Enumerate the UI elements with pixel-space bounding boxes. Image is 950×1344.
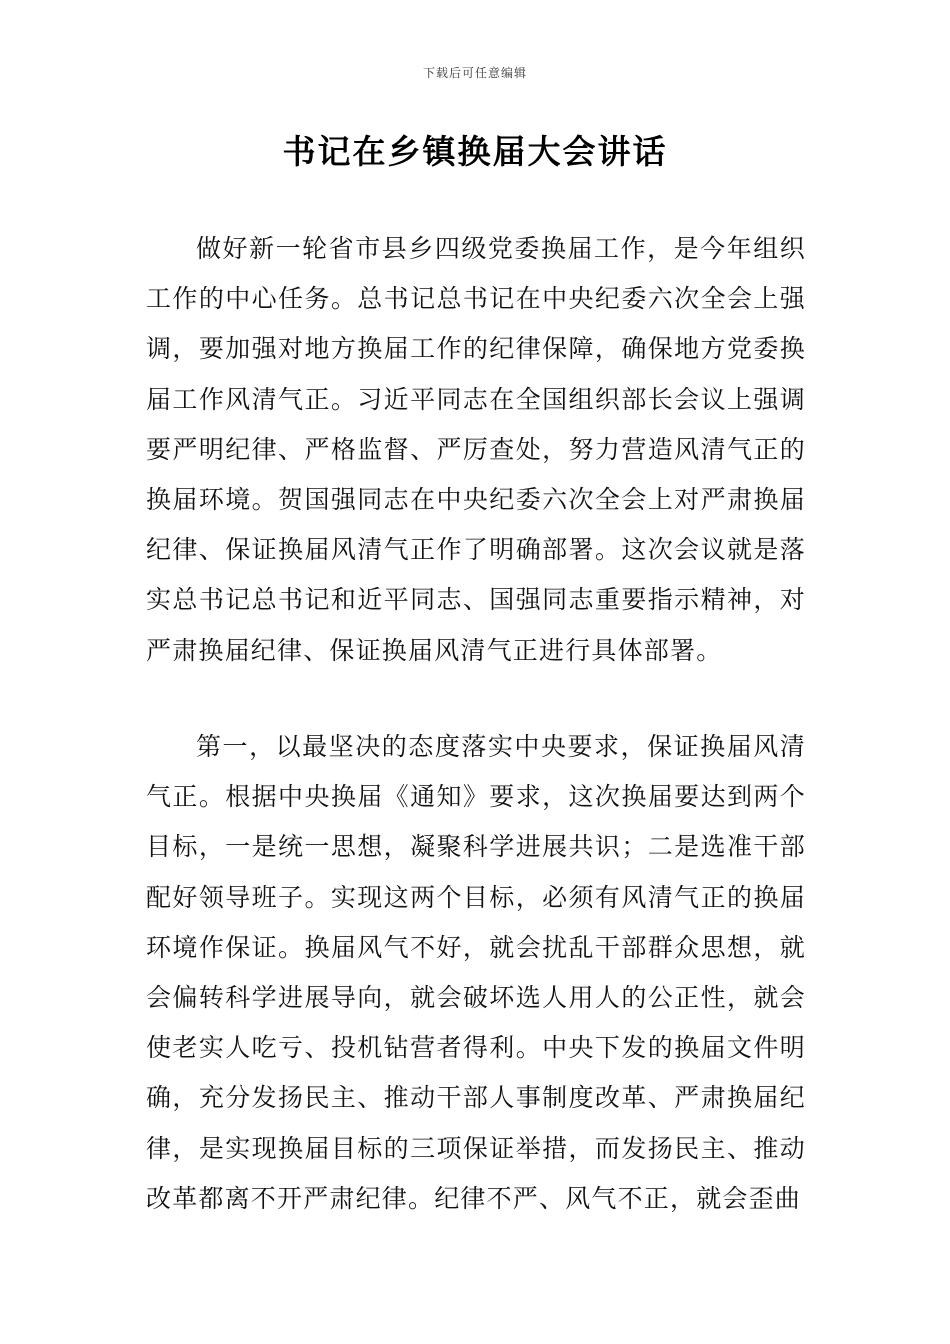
body-paragraph-2: 第一，以最坚决的态度落实中央要求，保证换届风清气正。根据中央换届《通知》要求，这次换届要达到两个目标，一是统一思想，凝聚科学进展共识；二是选准干部配好领导班子。实现这两个目标，必须有风清气正的换届环境作保证。换届风气不好，就会扰乱干部群众思想，就会偏转科学进展导向，就会破坏选人用人的公正性，就会使老实人吃亏、投机钻营者得利。中央下发的换届文件明确，充分发扬民主、推动干部人事制度改革、严肃换届纪律，是实现换届目标的三项保证举措，而发扬民主、推动改革都离不开严肃纪律。纪律不严、风气不正，就会歪曲	[146, 732, 806, 1213]
document-title: 书记在乡镇换届大会讲话	[282, 132, 668, 171]
body-paragraph-1: 做好新一轮省市县乡四级党委换届工作，是今年组织工作的中心任务。总书记总书记在中央纪委六次全会上强调，要加强对地方换届工作的纪律保障，确保地方党委换届工作风清气正。习近平同志在全国组织部长会议上强调要严明纪律、严格监督、严厉查处，努力营造风清气正的换届环境。贺国强同志在中央纪委六次全会上对严肃换届纪律、保证换届风清气正作了明确部署。这次会议就是落实总书记总书记和近平同志、国强同志重要指示精神，对严肃换届纪律、保证换届风清气正进行具体部署。	[146, 234, 806, 665]
header-note: 下载后可任意编辑	[422, 66, 527, 80]
